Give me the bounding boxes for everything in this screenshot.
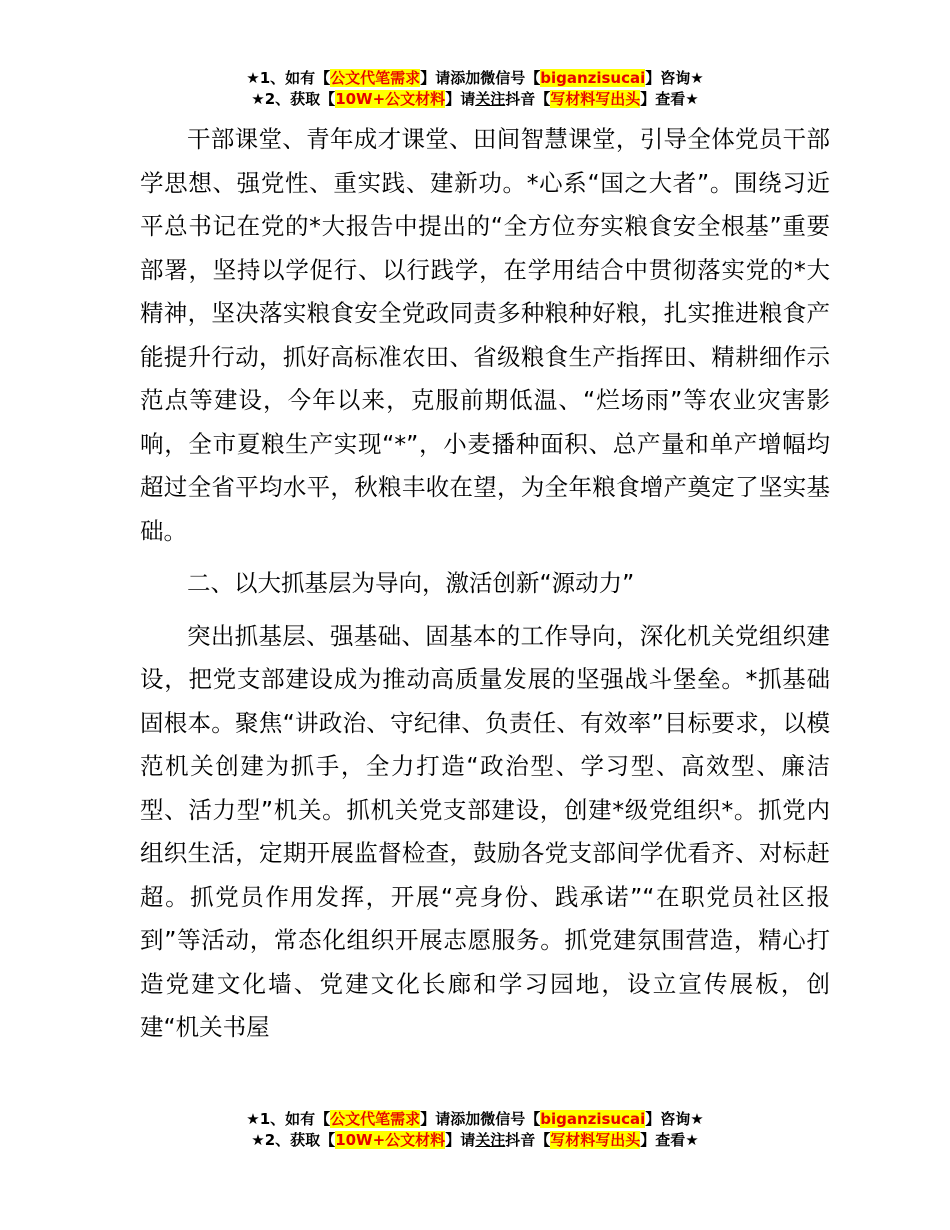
- paragraph: 干部课堂、青年成才课堂、田间智慧课堂，引导全体党员干部学思想、强党性、重实践、建新功。*心系“国之大者”。围绕习近平总书记在党的*大报告中提出的“全方位夯实粮食安全根基”重要部署，坚持以学促行、以行践学，在学用结合中贯彻落实党的*大精神，坚决落实粮食安全党政同责多种粮种好粮，扎实推进粮食产能提升行动，抓好高标准农田、省级粮食生产指挥田、精耕细作示范点等建设，今年以来，克服前期低温、“烂场雨”等农业灾害影响，全市夏粮生产实现“*”，小麦播种面积、总产量和单产增幅均超过全省平均水平，秋粮丰收在望，为全年粮食增产奠定了坚实基础。: [140, 125, 830, 545]
- banner-highlight: 公文代笔需求: [330, 69, 421, 87]
- banner-line-1: ★1、如有【公文代笔需求】请添加微信号【biganzisucai】咨询★: [246, 69, 704, 87]
- banner-line-2: ★2、获取【10W+公文材料】请关注抖音【写材料写出头】查看★: [251, 90, 699, 108]
- banner-highlight: biganzisucai: [540, 1110, 646, 1128]
- banner-highlight: 写材料写出头: [550, 1131, 641, 1149]
- banner-underlined: 关注: [475, 90, 506, 108]
- document-body: [140, 118, 830, 1050]
- section-heading: 二、以大抓基层为导向，激活创新“源动力”: [187, 569, 635, 597]
- footer-banner: [0, 1109, 950, 1151]
- banner-line-1: ★1、如有【公文代笔需求】请添加微信号【biganzisucai】咨询★: [246, 1110, 704, 1128]
- banner-line-2: ★2、获取【10W+公文材料】请关注抖音【写材料写出头】查看★: [251, 1131, 699, 1149]
- paragraph: 突出抓基层、强基础、固基本的工作导向，深化机关党组织建设，把党支部建设成为推动高质量发展的坚强战斗堡垒。*抓基础固根本。聚焦“讲政治、守纪律、负责任、有效率”目标要求，以模范机关创建为抓手，全力打造“政治型、学习型、高效型、廉洁型、活力型”机关。抓机关党支部建设，创建*级党组织*。抓党内组织生活，定期开展监督检查，鼓励各党支部间学优看齐、对标赶超。抓党员作用发挥，开展“亮身份、践承诺”“在职党员社区报到”等活动，常态化组织开展志愿服务。抓党建氛围营造，精心打造党建文化墙、党建文化长廊和学习园地，设立宣传展板，创建“机关书屋: [140, 621, 830, 1041]
- banner-highlight: 10W+公文材料: [335, 1131, 446, 1149]
- banner-underlined: 关注: [475, 1131, 506, 1149]
- header-banner: [0, 68, 950, 110]
- banner-highlight: 写材料写出头: [550, 90, 641, 108]
- banner-highlight: biganzisucai: [540, 69, 646, 87]
- banner-highlight: 10W+公文材料: [335, 90, 446, 108]
- banner-highlight: 公文代笔需求: [330, 1110, 421, 1128]
